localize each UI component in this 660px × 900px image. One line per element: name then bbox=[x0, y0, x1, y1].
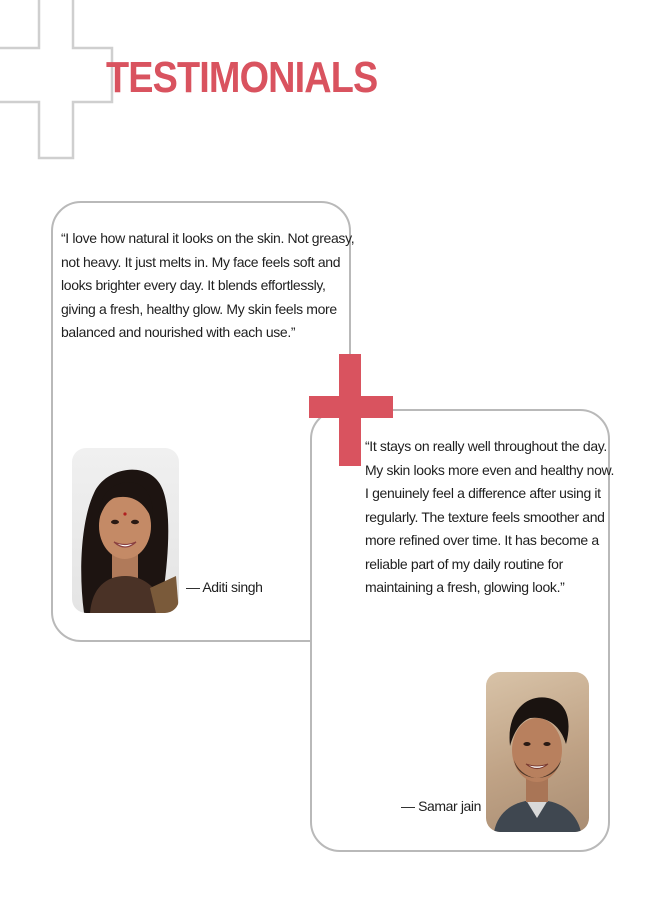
testimonial-quote-2: “It stays on really well throughout the day. My skin looks more even and healthy now. I genuinely feel a difference after using it regularly. The texture feels smoother and more refined over time. It has become a reliable part of my daily routine for maintaining a fresh, glowing look.” bbox=[365, 438, 615, 595]
author-name-2: — Samar jain bbox=[401, 798, 482, 814]
outline-plus-icon bbox=[0, 0, 120, 165]
testimonial-quote-1: “I love how natural it looks on the skin. Not greasy, not heavy. It just melts in. My face feels soft and looks brighter every day. It blends effortlessly, giving a fresh, healthy glow. My skin feels more balanced and nourished with each use.” bbox=[61, 230, 355, 340]
man-portrait-photo bbox=[486, 672, 589, 832]
page-title: TESTIMONIALS bbox=[106, 53, 378, 102]
author-name-1: — Aditi singh bbox=[186, 579, 263, 595]
red-plus-icon bbox=[309, 354, 393, 466]
woman-portrait-photo bbox=[72, 448, 179, 613]
